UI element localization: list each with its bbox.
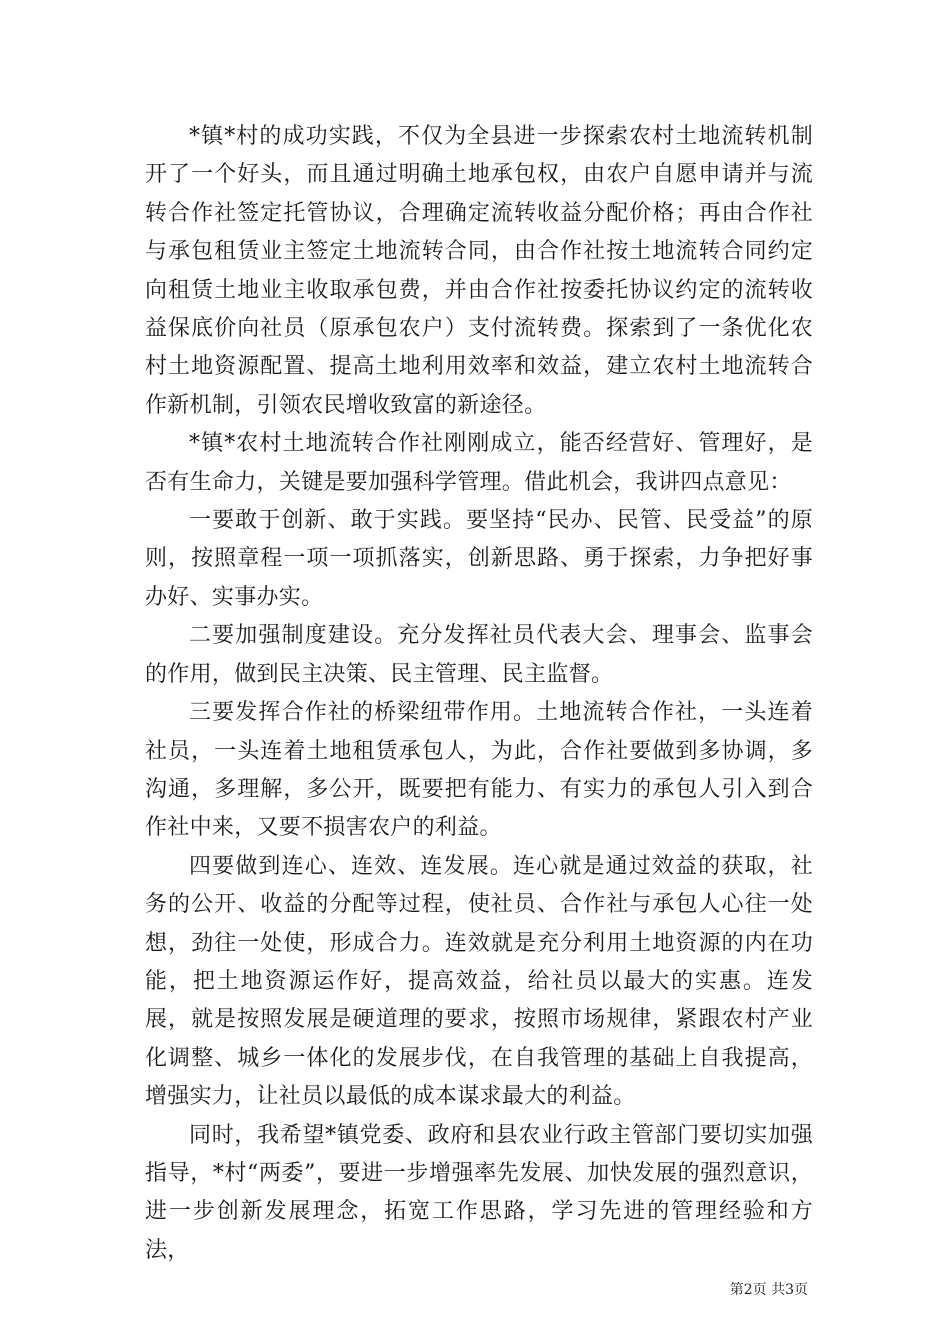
paragraph-5: 三要发挥合作社的桥梁纽带作用。土地流转合作社，一头连着社员，一头连着土地租赁承包人，为此，合作社要做到多协调，多沟通，多理解，多公开，既要把有能力、有实力的承包人引入到合作社中来，又要不损害农户的利益。 xyxy=(145,700,813,841)
paragraph-7: 同时，我希望*镇党委、政府和县农业行政主管部门要切实加强指导，*村“两委”，要进一步增强率先发展、加快发展的强烈意识，进一步创新发展理念，拓宽工作思路，学习先进的管理经验和方法， xyxy=(145,1122,813,1263)
paragraph-3: 一要敢于创新、敢于实践。要坚持“民办、民管、民受益”的原则，按照章程一项一项抓落实，创新思路、勇于探索，力争把好事办好、实事办实。 xyxy=(145,508,813,610)
paragraph-2: *镇*农村土地流转合作社刚刚成立，能否经营好、管理好，是否有生命力，关键是要加强科学管理。借此机会，我讲四点意见： xyxy=(145,431,813,495)
page-number-footer: 第2页 共3页 xyxy=(729,1282,808,1298)
document-body xyxy=(145,118,813,1270)
paragraph-1: *镇*村的成功实践，不仅为全县进一步探索农村土地流转机制开了一个好头，而且通过明确土地承包权，由农户自愿申请并与流转合作社签定托管协议，合理确定流转收益分配价格；再由合作社与承包租赁业主签定土地流转合同，由合作社按土地流转合同约定向租赁土地业主收取承包费，并由合作社按委托协议约定的流转收益保底价向社员（原承包农户）支付流转费。探索到了一条优化农村土地资源配置、提高土地利用效率和效益，建立农村土地流转合作新机制，引领农民增收致富的新途径。 xyxy=(145,124,813,418)
paragraph-6: 四要做到连心、连效、连发展。连心就是通过效益的获取，社务的公开、收益的分配等过程，使社员、合作社与承包人心往一处想，劲往一处使，形成合力。连效就是充分利用土地资源的内在功能，把土地资源运作好，提高效益，给社员以最大的实惠。连发展，就是按照发展是硬道理的要求，按照市场规律，紧跟农村产业化调整、城乡一体化的发展步伐，在自我管理的基础上自我提高，增强实力，让社员以最低的成本谋求最大的利益。 xyxy=(145,853,813,1110)
paragraph-4: 二要加强制度建设。充分发挥社员代表大会、理事会、监事会的作用，做到民主决策、民主管理、民主监督。 xyxy=(145,623,813,687)
